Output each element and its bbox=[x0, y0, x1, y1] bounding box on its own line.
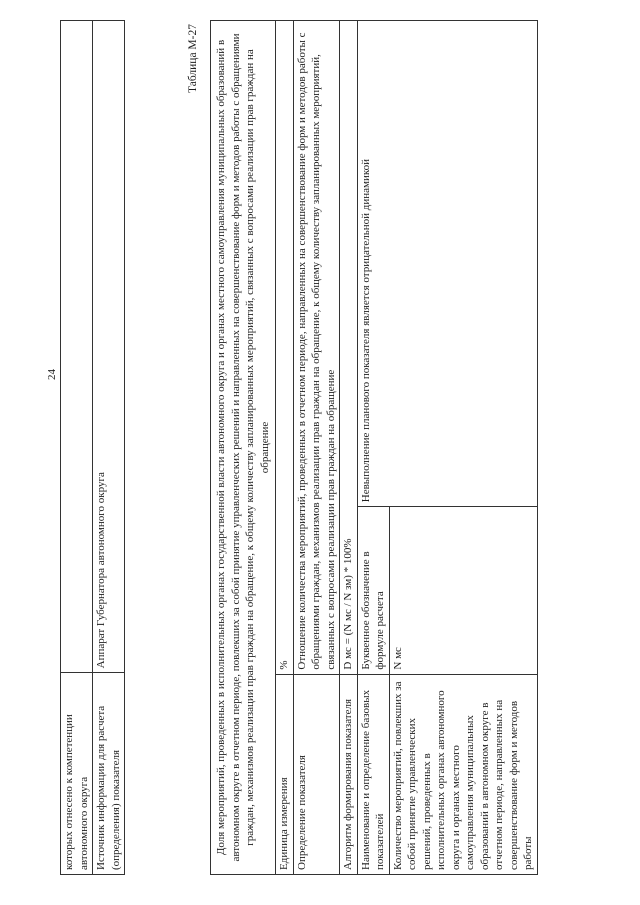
indicator-table bbox=[210, 20, 538, 875]
table-row bbox=[293, 21, 340, 875]
table-row bbox=[93, 21, 125, 875]
table-row bbox=[211, 21, 276, 875]
table-cell: Аппарат Губернатора автономного округа bbox=[93, 21, 125, 673]
formula-header: Буквенное обозначение в формуле расчета bbox=[357, 507, 389, 674]
table-row bbox=[340, 21, 358, 875]
row-label: Единица измерения bbox=[276, 674, 294, 874]
table-row bbox=[357, 21, 389, 875]
row-label: Алгоритм формирования показателя bbox=[340, 674, 358, 874]
page-number: 24 bbox=[46, 369, 58, 380]
source-info-table bbox=[60, 20, 125, 875]
row-label: Наименование и определение базовых показателей bbox=[357, 674, 389, 874]
table-row bbox=[276, 21, 294, 875]
note-cell: Невыполнение планового показателя является отрицательной динамикой bbox=[357, 21, 537, 507]
table-cell: Источник информации для расчета (определения) показателя bbox=[93, 673, 125, 875]
row-label: Определение показателя bbox=[293, 674, 340, 874]
row-value: Отношение количества мероприятий, проведенных в отчетном периоде, направленных на совершенствование форм и методов работы с обращениями граждан, механизмов реализации прав граждан на обращение, к общему количеству запланированных мероприятий, связанных с вопросами реализации прав граждан на обращение bbox=[293, 21, 340, 675]
table-cell bbox=[61, 21, 93, 673]
table-label: Таблица М-27 bbox=[187, 24, 199, 93]
row-value: % bbox=[276, 21, 294, 675]
table-cell: которых отнесено к компетенции автономного округа bbox=[61, 673, 93, 875]
table-row bbox=[61, 21, 93, 875]
indicator-title: Доля мероприятий, проведенных в исполнительных органах государственной власти автономного округа и органах местного самоуправления муниципальных образований в автономном округе в отчетном периоде, повлекших за собой принятие управленческих решений и направленных на совершенствование форм и методов работы с обращениями граждан, механизмов реализации прав граждан на обращение, к общему количеству запланированных мероприятий, связанных с вопросами реализации прав граждан на обращение bbox=[211, 21, 276, 875]
rotated-document-content bbox=[60, 20, 620, 875]
base-indicator-symbol: N мс bbox=[389, 507, 537, 674]
row-value: D мс = (N мс / N зм) * 100% bbox=[340, 21, 358, 675]
base-indicator-name: Количество мероприятий, повлекших за собой принятие управленческих решений, проведенных в исполнительных органах автономного округа и органах местного самоуправления муниципальных образований в автономном округе в отчетном периоде, направленных на совершенствование форм и методов работы bbox=[389, 674, 537, 874]
